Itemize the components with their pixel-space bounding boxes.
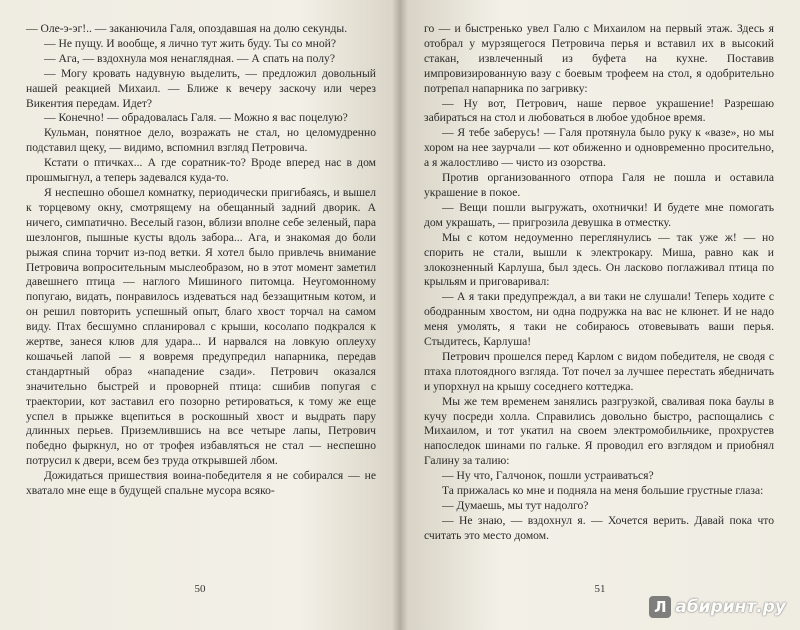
- labirint-logo-icon: Л: [649, 596, 671, 618]
- paragraph: — Не знаю, — вздохнул я. — Хочется верить. Давай пока что считать это место домом.: [424, 513, 774, 542]
- paragraph: Я неспешно обошел комнатку, периодически пригибаясь, и вышел к торцевому окну, смотрящему на обещанный задний дворик. А ничего, симпатично. Веселый газон, вблизи вполне себе зеленый, пара шезлонгов, пышные кусты вдоль забора... Ага, и знакомая до боли рыжая спина торчит из-под ветки. Я хотел было привлечь внимание Петровича вопросительным мыслеобразом, но в этот момент заметил давешнего птица — наглого Мишиного питомца. Неугомонному попугаю, видать, понравилось издеваться над беззащитным котом, и он решил повторить успешный опыт, благо хвост торчал на самом виду. Птах бесшумно спланировал с крыши, косолапо подкрался к жертве, занеся клюв для удара... И нарвался на ловкую оплеуху кошачьей лапой — я вовремя предупредил напарника, передав стандартный образ «нападение сзади». Петрович оказался значительно быстрей и проворней птица: сшибив попугая с траектории, кот заставил его позорно ретироваться, к тому же еще успел в прыжке вцепиться в роскошный хвост и выдрать пару длинных перьев. Приземлившись на все четыре лапы, Петрович победно фыркнул, но от трофея избавляться не стал — неспешно потрусил к двери, всем без труда открывшей лбом.: [26, 185, 376, 468]
- paragraph: — Не пущу. И вообще, я лично тут жить буду. Ты со мной?: [44, 36, 336, 50]
- paragraph: — Я тебе заберусь! — Галя протянула было руку к «вазе», но мы хором на нее заурчали — кот обиженно и одновременно просительно, а я жалостливо — чисто из озорства.: [424, 126, 774, 170]
- paragraph: — Ну что, Галчонок, пошли устраиваться?: [442, 469, 654, 483]
- left-page-number: 50: [194, 583, 206, 595]
- paragraph: Мы же тем временем занялись разгрузкой, сваливая пока баулы в кучу посреди холла. Справились довольно быстро, распощались с Михаилом, и тот укатил на своем электромобильчике, прохрустев напоследок шинами по гальке. Я проводил его взглядом и приобнял Галину за талию:: [424, 394, 774, 468]
- paragraph: Кульман, понятное дело, возражать не стал, но целомудренно подставил щеку, — видимо, вспомнил взгляд Петровича.: [26, 126, 376, 155]
- paragraph: Кстати о птичках... А где соратник-то? Вроде вперед нас в дом прошмыгнул, а теперь задевался куда-то.: [26, 156, 376, 185]
- paragraph: — Оле-э-эг!.. — заканючила Галя, опоздавшая на долю секунды.: [26, 22, 348, 35]
- paragraph: — Ага, — вздохнула моя ненаглядная. — А спать на полу?: [44, 51, 335, 65]
- paragraph: — Конечно! — обрадовалась Галя. — Можно я вас поцелую?: [44, 111, 348, 125]
- paragraph: Мы с котом недоуменно переглянулись — так уже ж! — но спорить не стали, вышли к электрокару. Миша, равно как и злокозненный Карлуша, был здесь. Он ласково поглаживал птица по крыльям и приговаривал:: [424, 230, 774, 289]
- paragraph: Дожидаться пришествия воина-победителя я не собирался — не хватало мне еще в будущей спальне мусора всяко-: [26, 469, 376, 498]
- watermark-logo: [649, 596, 786, 618]
- paragraph: — Ну вот, Петрович, наше первое украшение! Разрешаю забираться на стол и любоваться в любое удобное время.: [424, 96, 774, 125]
- right-page: [400, 0, 800, 630]
- paragraph: Та прижалась ко мне и подняла на меня большие грустные глаза:: [442, 484, 764, 498]
- paragraph: — А я таки предупреждал, а ви таки не слушали! Теперь ходите с ободранным хвостом, ни одна подружка на вас не клюнет. И не надо меня умолять, я таки не собираюсь отовевывать ваши перья. Стыдитесь, Карлуша!: [424, 290, 774, 349]
- paragraph: — Думаешь, мы тут надолго?: [442, 499, 589, 512]
- right-page-text: [424, 22, 774, 544]
- watermark-text: абиринт.ру: [675, 597, 786, 617]
- paragraph: Против организованного отпора Галя не пошла и оставила украшение в покое.: [424, 171, 774, 199]
- right-page-number: 51: [594, 583, 606, 595]
- left-page-text: [26, 22, 376, 499]
- paragraph: го — и быстренько увел Галю с Михаилом на первый этаж. Здесь я отобрал у мурзящегося Петровича перья и вставил их в высокий стакан, извлеченный из буфета на кухне. Поставив импровизированную вазу с боевым трофеем на стол, я одобрительно потрепал напарника по загривку:: [424, 22, 774, 95]
- paragraph: Петрович прошелся перед Карлом с видом победителя, не сводя с птаха плотоядного взгляда. Тот почел за лучшее перестать ябедничать и упорхнул на крышу соседнего коттеджа.: [424, 349, 774, 393]
- paragraph: — Могу кровать надувную выделить, — предложил довольный нашей реакцией Михаил. — Ближе к вечеру заскочу или через Викентия передам. Идет?: [26, 66, 376, 110]
- paragraph: — Вещи пошли выгружать, охотнички! И будете мне помогать дом украшать, — пригрозила девушка в отместку.: [424, 200, 774, 229]
